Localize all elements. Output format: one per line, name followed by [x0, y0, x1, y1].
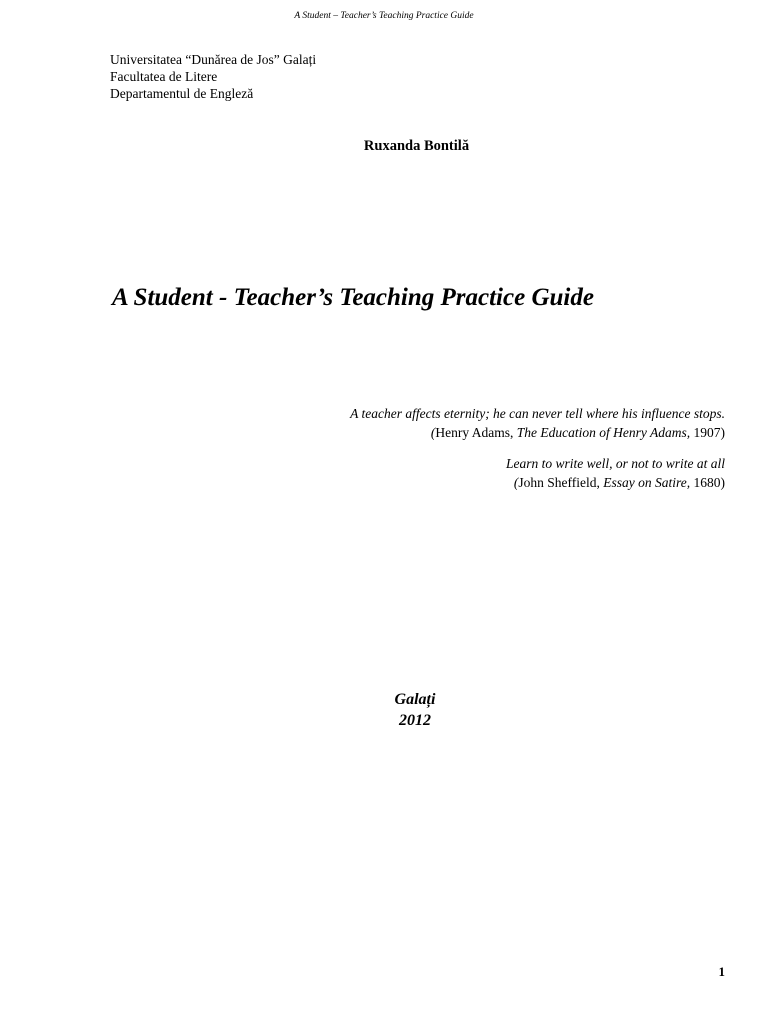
epigraph-2: [350, 454, 725, 492]
epigraph-quote: Learn to write well, or not to write at all: [505, 456, 725, 471]
source-year: 1680): [690, 475, 725, 490]
source-open: (: [430, 425, 436, 440]
publication-year: 2012: [399, 712, 431, 729]
source-open: (: [513, 475, 519, 490]
source-author: Henry Adams,: [435, 425, 517, 440]
document-title: A Student - Teacher’s Teaching Practice Guide: [112, 284, 594, 311]
source-year: 1907): [690, 425, 725, 440]
university-name: Universitatea “Dunărea de Jos” Galați: [110, 52, 317, 67]
page-number: 1: [718, 964, 725, 979]
institution-block: [110, 51, 316, 102]
epigraph-1: [350, 404, 725, 442]
epigraph-quote: A teacher affects eternity; he can never tell where his influence stops.: [350, 406, 725, 421]
epigraphs: [350, 404, 725, 504]
faculty-name: Facultatea de Litere: [110, 69, 218, 84]
source-work: Essay on Satire,: [603, 475, 691, 490]
source-work: The Education of Henry Adams,: [516, 425, 691, 440]
publication-place: Galați: [394, 691, 436, 708]
running-header: A Student – Teacher’s Teaching Practice Guide: [294, 11, 474, 21]
epigraph-source: [350, 473, 725, 492]
department-name: Departamentul de Engleză: [110, 86, 254, 101]
source-author: John Sheffield,: [518, 475, 604, 490]
epigraph-source: [350, 423, 725, 442]
author-name: Ruxanda Bontilă: [363, 138, 470, 154]
place-year-block: [0, 689, 768, 731]
